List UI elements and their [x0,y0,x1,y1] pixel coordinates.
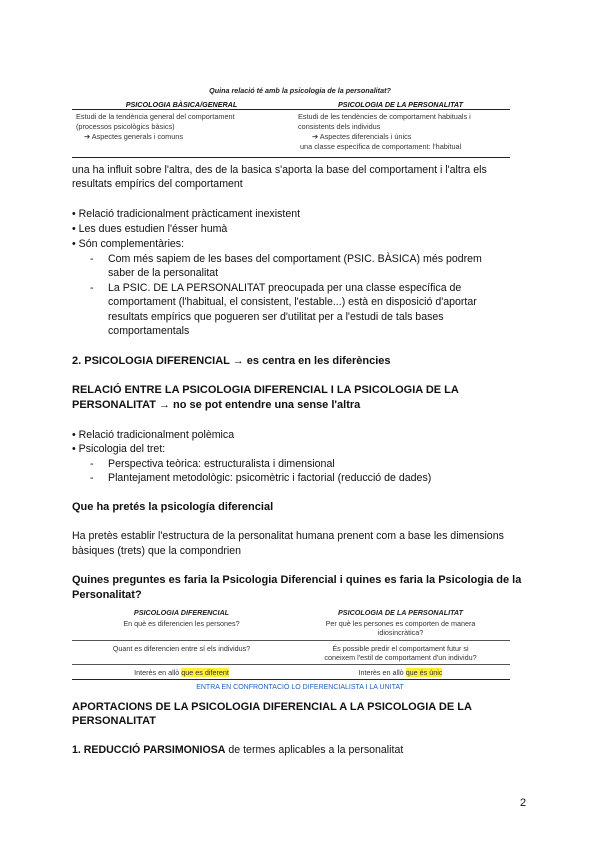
table2-footer: ENTRA EN CONFRONTACIÓ LO DIFERENCIALISTA I LA UNITAT [196,684,404,691]
table2-r1c2-line2: idiosincràtica? [377,628,424,637]
table2-r2c2-line1: És possible predir el comportament futur si [332,644,469,653]
sub2-line3: resultats empírics que pogueren ser d'utilitat per a l'estudi de tals bases [108,311,444,323]
table1-col1-header: PSICOLOGIA BÀSICA/GENERAL [125,100,238,109]
relation-heading-line2: PERSONALITAT → no se pot entendre una sense l'altra [72,399,361,411]
table2-r1c2-line1: Per què les persones es comporten de manera [325,619,476,628]
pretes-line1: Ha pretès establir l'estructura de la personalitat humana prenent com a base les dimensions [72,530,504,542]
questions-heading-line1: Quines preguntes es faria la Psicologia Diferencial i quines es faria la Psicologia de la [72,574,522,586]
table2-col1-header: PSICOLOGIA DIFERENCIAL [133,608,230,617]
table-basic-vs-personality [72,98,510,160]
table1-col1-line3: ➔ Aspectes generals i comuns [84,132,183,141]
table-differential-vs-personality [72,607,510,682]
table2-col2-header: PSICOLOGIA DE LA PERSONALITAT [338,608,463,617]
bullet-item: • Les dues estudien l'ésser humà [72,223,228,235]
highlight-different: que es diferent [181,668,229,677]
dash-marker: - [90,282,94,294]
sub1-line1: Com més sapiem de les bases del comportament (PSIC. BÀSICA) més podrem [108,253,482,265]
parsimony-line: 1. REDUCCIÓ PARSIMONIOSA de termes aplicables a la personalitat [72,744,404,756]
sub4: Plantejament metodològic: psicomètric i factorial (reducció de dades) [108,472,432,484]
dash-marker: - [90,458,94,470]
intro-line2: resultats empírics del comportament [72,178,243,190]
contributions-heading-line1: APORTACIONS DE LA PSICOLOGIA DIFERENCIAL A LA PSICOLOGIA DE LA [72,701,472,713]
bullet-item: • Són complementàries: [72,238,185,250]
parsimony-bold: 1. REDUCCIÓ PARSIMONIOSA [72,744,226,756]
bullet-item: • Relació tradicionalment polèmica [72,429,235,441]
pretes-line2: bàsiques (trets) que la compondrien [72,545,242,557]
table1-caption: Quina relació té amb la psicologia de la personalitat? [209,86,391,95]
table2-r3c1: Interès en allò que es diferent [134,668,229,677]
table1-col2-line1: Estudi de les tendències de comportament habituals i [298,112,471,121]
table1-header-rule [72,109,510,110]
table1-col2-header: PSICOLOGIA DE LA PERSONALITAT [338,100,463,109]
sub2-line1: La PSIC. DE LA PERSONALITAT preocupada per una classe específica de [108,282,462,294]
relation-heading-line1: RELACIÓ ENTRE LA PSICOLOGIA DIFERENCIAL I LA PSICOLOGIA DE LA [72,384,459,396]
table2-bottom-rule [72,679,510,680]
table1-col1-line2: (processos psicològics bàsics) [76,122,175,131]
table2-r3c2: Interès en allò que és únic [358,668,443,677]
section-heading-2: 2. PSICOLOGIA DIFERENCIAL → es centra en les diferències [72,355,391,367]
table1-col2-line2: consistents dels individus [298,122,381,131]
highlight-unique: que és únic [405,668,443,677]
sub2-line2: comportament (l'habitual, el consistent, l'estable...) està en disposició d'aportar [108,296,477,308]
subheading-pretes: Que ha pretés la psicología diferencial [72,501,274,513]
table1-col2-line4: una classe específica de comportament: l'habitual [300,142,462,151]
bullet-item: • Relació tradicionalment pràcticament inexistent [72,208,301,220]
table1-bottom-rule [72,157,510,158]
table2-rule [72,664,510,665]
dash-marker: - [90,253,94,265]
sub1-line2: saber de la personalitat [108,267,219,279]
table1-col1-line1: Estudi de la tendència general del comportament [76,112,235,121]
contributions-heading-line2: PERSONALITAT [72,715,156,727]
intro-line1: una ha influit sobre l'altra, des de la basica s'aporta la base del comportament i l'altra els [72,164,487,176]
questions-heading-line2: Personalitat? [72,589,142,601]
table2-r1c1: En què es diferencien les persones? [123,619,240,628]
sub2-line4: comportamentals [108,325,190,337]
table2-r2c2-line2: coneixem l'estil de comportament d'un individu? [324,653,477,662]
sub3: Perspectiva teòrica: estructuralista i dimensional [108,458,335,470]
dash-marker: - [90,472,94,484]
page-number: 2 [520,797,527,809]
table1-col2-line3: ➔ Aspectes diferencials i únics [312,132,412,141]
bullet-item: • Psicologia del tret: [72,443,166,455]
table2-r2c1: Quant es diferencien entre sí els individus? [112,644,251,653]
table2-rule [72,640,510,641]
